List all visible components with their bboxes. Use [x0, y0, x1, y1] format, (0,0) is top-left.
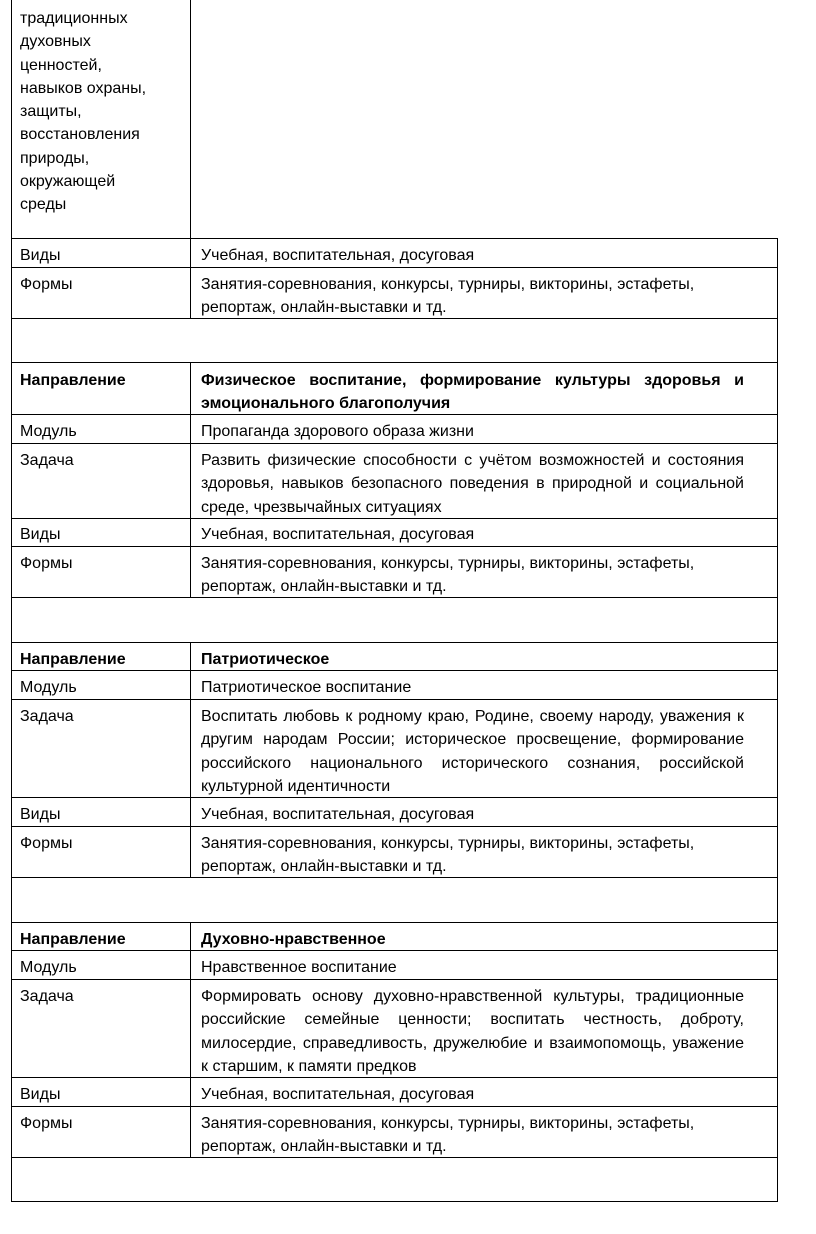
table-left-border — [11, 0, 12, 1202]
row-label-formy: Формы — [20, 1115, 73, 1132]
row-value-formy: Занятия-соревнования, конкурсы, турниры, викторины, эстафеты, репортаж, онлайн-выставки и тд. — [201, 835, 695, 876]
task-label: Задача — [20, 452, 74, 469]
table-column-divider — [190, 642, 191, 877]
row-label-vidy: Виды — [20, 247, 61, 264]
row-value-vidy: Учебная, воспитательная, досуговая — [201, 526, 475, 543]
continued-goal-text: традиционных духовных ценностей, навыков охраны, защиты, восстановления природы, окружающей среды — [20, 10, 147, 214]
module-value: Патриотическое воспитание — [201, 679, 412, 696]
row-label-vidy: Виды — [20, 806, 61, 823]
row-label-formy: Формы — [20, 835, 73, 852]
module-value: Пропаганда здорового образа жизни — [201, 423, 474, 440]
row-label-formy: Формы — [20, 555, 73, 572]
table-column-divider — [190, 362, 191, 597]
row-label-vidy: Виды — [20, 1086, 61, 1103]
module-value: Нравственное воспитание — [201, 959, 397, 976]
row-label-formy: Формы — [20, 276, 73, 293]
row-value-formy: Занятия-соревнования, конкурсы, турниры, викторины, эстафеты, репортаж, онлайн-выставки и тд. — [201, 555, 695, 596]
row-value-vidy: Учебная, воспитательная, досуговая — [201, 1086, 475, 1103]
task-label: Задача — [20, 708, 74, 725]
task-label: Задача — [20, 988, 74, 1005]
task-value: Формировать основу духовно-нравственной культуры, традиционные российские семейные ценности; воспитать честность, доброту, милосердие, справедливость, дружелюбие и взаимопомощь, уважение к старшим, к памяти предков — [201, 988, 744, 1075]
table-right-border — [777, 238, 778, 1202]
table-column-divider — [190, 0, 191, 318]
row-value-vidy: Учебная, воспитательная, досуговая — [201, 247, 475, 264]
row-value-formy: Занятия-соревнования, конкурсы, турниры, викторины, эстафеты, репортаж, онлайн-выставки и тд. — [201, 276, 695, 317]
table-bottom-border — [11, 1201, 778, 1202]
direction-label: Направление — [20, 651, 126, 668]
row-divider — [11, 362, 778, 363]
row-divider — [11, 922, 778, 923]
module-label: Модуль — [20, 423, 77, 440]
module-label: Модуль — [20, 959, 77, 976]
direction-label: Направление — [20, 372, 126, 389]
row-label-vidy: Виды — [20, 526, 61, 543]
direction-value: Патриотическое — [201, 651, 330, 668]
row-divider — [11, 642, 778, 643]
table-column-divider — [190, 922, 191, 1157]
row-value-vidy: Учебная, воспитательная, досуговая — [201, 806, 475, 823]
module-label: Модуль — [20, 679, 77, 696]
direction-label: Направление — [20, 931, 126, 948]
task-value: Воспитать любовь к родному краю, Родине, своему народу, уважения к другим народам России; историческое просвещение, формирование российского национального исторического сознания, российской культурной идентичности — [201, 708, 744, 795]
direction-value: Физическое воспитание, формирование культуры здоровья и эмоционального благополучия — [201, 372, 744, 413]
row-divider — [11, 238, 778, 239]
row-value-formy: Занятия-соревнования, конкурсы, турниры, викторины, эстафеты, репортаж, онлайн-выставки и тд. — [201, 1115, 695, 1156]
task-value: Развить физические способности с учётом возможностей и состояния здоровья, навыков безопасного поведения в природной и социальной среде, чрезвычайных ситуациях — [201, 452, 744, 516]
direction-value: Духовно-нравственное — [201, 931, 386, 948]
